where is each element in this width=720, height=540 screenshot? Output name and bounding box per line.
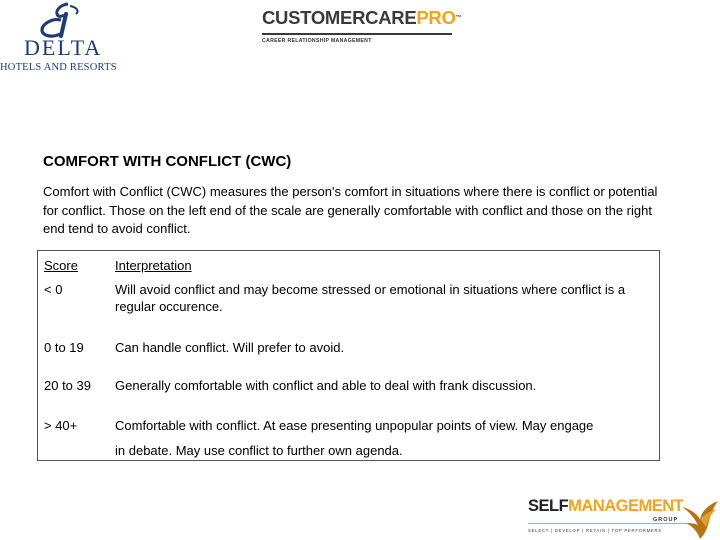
section-description: Comfort with Conflict (CWC) measures the person's comfort in situations where there is conflict or potential for conflict. Those on the left end of the scale are generally comfortable with conflict and those on the right end tend to avoid conflict. <box>43 184 658 236</box>
score-cell: < 0 <box>44 282 63 297</box>
page-title: COMFORT WITH CONFLICT (CWC) <box>43 153 292 170</box>
interpretation-cell: Can handle conflict. Will prefer to avoid. <box>115 340 345 355</box>
delta-subtitle: HOTELS AND RESORTS <box>0 62 117 73</box>
ccp-subtitle: CAREER RELATIONSHIP MANAGEMENT <box>262 38 372 44</box>
interpretation-cell: Generally comfortable with conflict and able to deal with frank discussion. <box>115 378 537 393</box>
ccp-divider <box>262 33 452 35</box>
interpretation-cell: Comfortable with conflict. At ease presenting unpopular points of view. May engage <box>115 418 594 433</box>
interpretation-cell: Will avoid conflict and may become stressed or emotional in situations where conflict is a regular occurence. <box>115 282 626 314</box>
interpretation-cell: in debate. May use conflict to further own agenda. <box>115 443 403 458</box>
interpretation-column-header: Interpretation <box>115 258 192 273</box>
score-cell: > 40+ <box>44 418 78 433</box>
smg-group-label: GROUP <box>653 517 679 523</box>
score-column-header: Score <box>44 258 78 273</box>
score-cell: 0 to 19 <box>44 340 84 355</box>
ccp-word-care: CARE <box>365 7 417 28</box>
self-management-group-logo <box>528 497 720 540</box>
customercarepro-logo <box>262 8 462 48</box>
delta-hotels-logo <box>0 0 130 76</box>
delta-d-mark-icon <box>30 2 90 38</box>
delta-wordmark: DELTA <box>24 35 103 60</box>
smg-tagline: SELECT | DEVELOP | RETAIN | TOP PERFORMERS <box>528 528 662 533</box>
score-cell: 20 to 39 <box>44 378 91 393</box>
smg-divider <box>528 523 688 524</box>
smg-word-management: MANAGEMENT <box>568 497 684 515</box>
ccp-word-pro: PRO <box>416 7 456 28</box>
trademark-symbol: ™ <box>455 15 462 21</box>
score-table <box>37 250 660 461</box>
smg-word-self: SELF <box>528 497 569 515</box>
eagle-icon <box>678 497 720 540</box>
customercarepro-wordmark <box>262 8 462 28</box>
ccp-word-customer: CUSTOMER <box>262 7 366 28</box>
